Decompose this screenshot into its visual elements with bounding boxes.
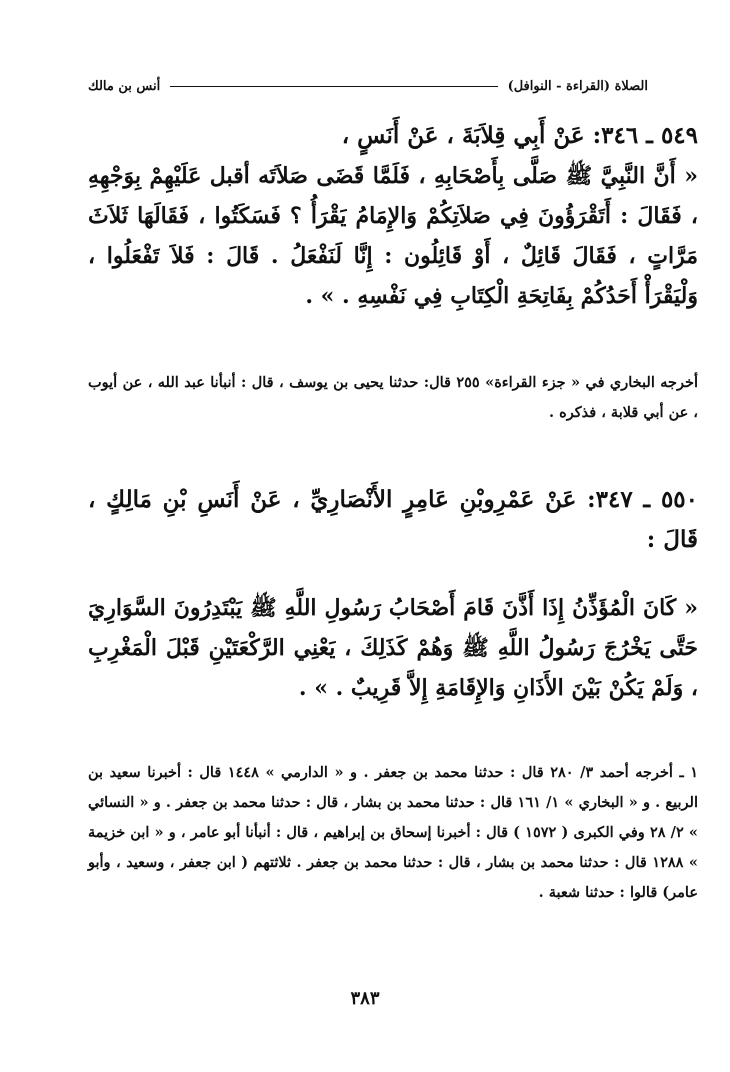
hadith-549-heading: ٥٤٩ ـ ٣٤٦: عَنْ أَبِي قِلاَبَةَ ، عَنْ أَنَسٍ ، xyxy=(341,122,698,149)
running-header xyxy=(88,74,648,98)
hadith-550-text: « كَانَ الْمُؤَذِّنُ إِذَا أَذَّنَ قَامَ أَصْحَابُ رَسُولِ اللَّهِ ﷺ يَبْتَدِرُونَ السَّوَارِيَ حَتَّى يَخْرُجَ رَسُولُ اللَّهِ ﷺ وَهُمْ كَذَلِكَ ، يَعْنِي الرَّكْعَتَيْنِ قَبْلَ الْمَغْرِبِ ، وَلَمْ يَكُنْ بَيْنَ الأَذَانِ وَالإِقَامَةِ إِلاَّ قَرِيبٌ . » . xyxy=(88,595,698,701)
header-rule xyxy=(170,86,497,87)
hadith-550-note: ١ ـ أخرجه أحمد ٣/ ٢٨٠ قال : حدثنا محمد بن جعفر . و « الدارمي » ١٤٤٨ قال : أخبرنا سعيد بن الربيع . و « البخاري » ١/ ١٦١ قال : حدثنا محمد بن بشار ، قال : حدثنا محمد بن جعفر . و « النسائي » ٢/ ٢٨ وفي الكبرى ( ١٥٧٢ ) قال : أخبرنا إسحاق بن إبراهيم ، قال : أنبأنا أبو عامر ، و « ابن خزيمة » ١٢٨٨ قال : حدثنا محمد بن بشار ، قال : حدثنا محمد بن جعفر . ثلاثتهم ( ابن جعفر ، وسعيد ، وأبو عامر) قالوا : حدثنا شعبة . xyxy=(88,764,698,901)
header-narrator: أنس بن مالك xyxy=(88,78,161,94)
hadith-549-text: « أَنَّ النَّبِيَّ ﷺ صَلَّى بِأَصْحَابِهِ ، فَلَمَّا قَضَى صَلاَتَه أقبل عَلَيْهِمْ بِوَجْهِهِ ، فَقَالَ : أَتَقْرَؤُونَ فِي صَلاَتِكُمْ وَالإِمَامُ يَقْرَأُ ؟ فَسَكَتُوا ، فَقَالَهَا ثَلاَثَ مَرَّاتٍ ، فَقَالَ قَائِلٌ ، أَوْ قَائِلُون : إِنَّا لَنَفْعَلُ . قَالَ : فَلاَ تَفْعَلُوا ، وَلْيَقْرَأْ أَحَدُكُمْ بِفَاتِحَةِ الْكِتَابِ فِي نَفْسِهِ . » . xyxy=(88,163,698,309)
header-section-title: الصلاة (القراءة - النوافل) xyxy=(507,78,648,94)
hadith-549-note: أخرجه البخاري في « جزء القراءة» ٢٥٥ قال: حدثنا يحيى بن يوسف ، قال : أنبأنا عبد الله ، عن أيوب ، عن أبي قلابة ، فذكره . xyxy=(88,374,698,421)
hadith-550-heading: ٥٥٠ ـ ٣٤٧: عَنْ عَمْرِوبْنِ عَامِرٍ الأَنْصَارِيِّ ، عَنْ أَنَسِ بْنِ مَالِكٍ ، قَالَ : xyxy=(88,486,698,553)
page-number: ٣٨٣ xyxy=(350,988,380,1009)
